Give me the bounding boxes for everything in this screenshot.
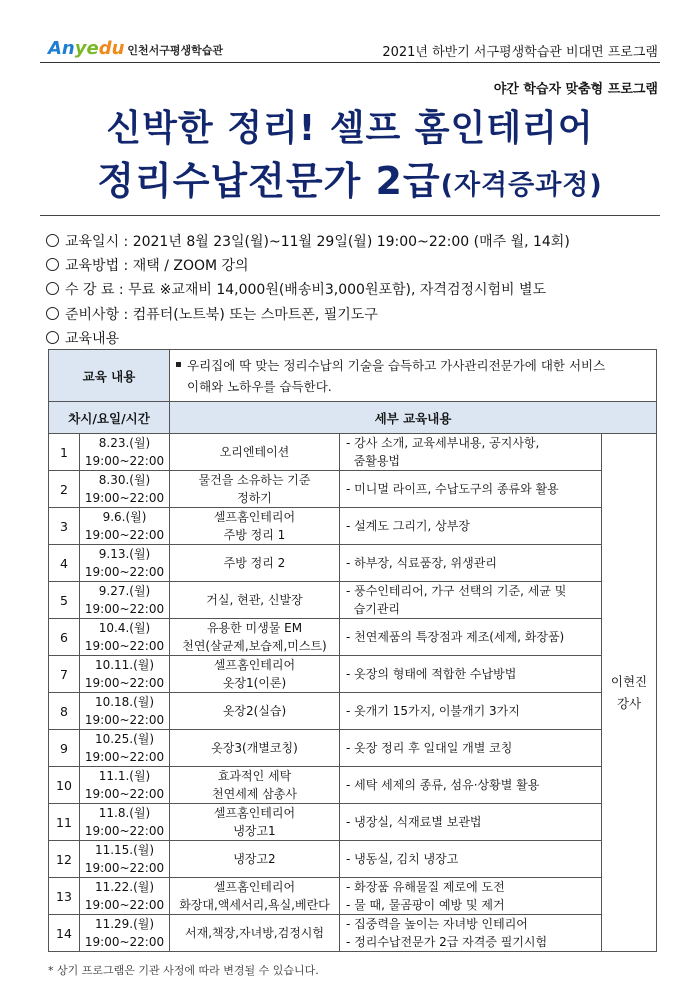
- title-divider: [40, 215, 660, 216]
- title-main: 정리수납전문가 2급: [97, 159, 441, 203]
- session-date: 9.13.(월) 19:00~22:00: [80, 545, 170, 582]
- table-row: [49, 730, 657, 767]
- session-number: 2: [49, 471, 80, 508]
- session-detail: - 천연제품의 특장점과 제조(세제, 화장품): [340, 619, 602, 656]
- session-date: 11.1.(월) 19:00~22:00: [80, 767, 170, 804]
- session-number: 1: [49, 434, 80, 471]
- header-divider: [40, 62, 660, 63]
- table-row: [49, 878, 657, 915]
- session-date: 10.18.(월) 19:00~22:00: [80, 693, 170, 730]
- session-topic: 셀프홈인테리어 옷장1(이론): [170, 656, 340, 693]
- session-detail: - 냉장실, 식재료별 보관법: [340, 804, 602, 841]
- session-date: 11.15.(월) 19:00~22:00: [80, 841, 170, 878]
- session-detail: - 설계도 그리기, 상부장: [340, 508, 602, 545]
- subtitle: 야간 학습자 맞춤형 프로그램: [493, 82, 658, 97]
- session-number: 4: [49, 545, 80, 582]
- session-date: 11.29.(월) 19:00~22:00: [80, 915, 170, 952]
- session-topic: 셀프홈인테리어 화장대,액세서리,욕실,베란다: [170, 878, 340, 915]
- session-topic: 옷장3(개별코칭): [170, 730, 340, 767]
- session-number: 12: [49, 841, 80, 878]
- logo-org-name: 인천서구평생학습관: [127, 44, 224, 57]
- session-topic: 냉장고2: [170, 841, 340, 878]
- session-topic: 셀프홈인테리어 냉장고1: [170, 804, 340, 841]
- program-label: 2021년 하반기 서구평생학습관 비대면 프로그램: [382, 45, 658, 60]
- session-detail: - 옷장의 형태에 적합한 수납방법: [340, 656, 602, 693]
- session-topic: 효과적인 세탁 천연세제 삼총사: [170, 767, 340, 804]
- circle-bullet-icon: [46, 331, 59, 344]
- session-number: 3: [49, 508, 80, 545]
- table-row: [49, 434, 657, 471]
- session-topic: 옷장2(실습): [170, 693, 340, 730]
- session-detail: - 옷개기 15가지, 이불개기 3가지: [340, 693, 602, 730]
- session-date: 9.27.(월) 19:00~22:00: [80, 582, 170, 619]
- instructor-cell: 이현진 강사: [602, 434, 657, 952]
- circle-bullet-icon: [46, 307, 59, 320]
- session-detail: - 냉동실, 김치 냉장고: [340, 841, 602, 878]
- title-line-2: [0, 150, 700, 205]
- circle-bullet-icon: [46, 234, 59, 247]
- table-row: [49, 582, 657, 619]
- footnote: * 상기 프로그램은 기관 사정에 따라 변경될 수 있습니다.: [48, 964, 319, 977]
- info-item: 교육내용: [46, 327, 570, 351]
- session-number: 9: [49, 730, 80, 767]
- content-summary-row: [49, 350, 657, 402]
- page-header: [0, 0, 700, 72]
- session-number: 14: [49, 915, 80, 952]
- table-row: [49, 693, 657, 730]
- session-detail: - 옷장 정리 후 일대일 개별 코칭: [340, 730, 602, 767]
- session-number: 6: [49, 619, 80, 656]
- col-session-header: 차시/요일/시간: [49, 402, 170, 434]
- anyedu-logo: Anyedu 인천서구평생학습관: [48, 38, 224, 59]
- table-row: [49, 767, 657, 804]
- session-detail: - 강사 소개, 교육세부내용, 공지사항, 줌활용법: [340, 434, 602, 471]
- session-topic: 유용한 미생물 EM 천연(살균제,보습제,미스트): [170, 619, 340, 656]
- info-list: [46, 230, 570, 351]
- schedule-body: [49, 434, 657, 952]
- table-row: [49, 545, 657, 582]
- session-detail: - 미니멀 라이프, 수납도구의 종류와 활용: [340, 471, 602, 508]
- info-item: 교육일시 : 2021년 8월 23일(월)~11월 29일(월) 19:00~22:00 (매주 월, 14회): [46, 230, 570, 254]
- session-topic: 주방 정리 2: [170, 545, 340, 582]
- content-description: 우리집에 딱 맞는 정리수납의 기술을 습득하고 가사관리전문가에 대한 서비스 이해와 노하우를 습득한다.: [170, 350, 657, 402]
- schedule-table: [48, 349, 657, 952]
- session-date: 10.4.(월) 19:00~22:00: [80, 619, 170, 656]
- table-row: [49, 508, 657, 545]
- table-header-row: [49, 402, 657, 434]
- session-date: 8.23.(월) 19:00~22:00: [80, 434, 170, 471]
- circle-bullet-icon: [46, 282, 59, 295]
- session-detail: - 세탁 세제의 종류, 섬유·상황별 활용: [340, 767, 602, 804]
- session-topic: 물건을 소유하는 기준 정하기: [170, 471, 340, 508]
- table-row: [49, 656, 657, 693]
- session-date: 9.6.(월) 19:00~22:00: [80, 508, 170, 545]
- session-detail: - 하부장, 식료품장, 위생관리: [340, 545, 602, 582]
- session-number: 5: [49, 582, 80, 619]
- session-number: 11: [49, 804, 80, 841]
- square-bullet-icon: [176, 362, 181, 367]
- title-line-1: 신박한 정리! 셀프 홈인테리어: [106, 108, 594, 149]
- content-label: 교육 내용: [49, 350, 170, 402]
- table-row: [49, 619, 657, 656]
- session-topic: 셀프홈인테리어 주방 정리 1: [170, 508, 340, 545]
- session-date: 10.11.(월) 19:00~22:00: [80, 656, 170, 693]
- session-date: 11.8.(월) 19:00~22:00: [80, 804, 170, 841]
- col-detail-header: 세부 교육내용: [170, 402, 657, 434]
- title-suffix: (자격증과정): [440, 170, 603, 201]
- session-number: 13: [49, 878, 80, 915]
- session-date: 11.22.(월) 19:00~22:00: [80, 878, 170, 915]
- session-topic: 서재,책장,자녀방,검정시험: [170, 915, 340, 952]
- session-number: 7: [49, 656, 80, 693]
- circle-bullet-icon: [46, 258, 59, 271]
- table-row: [49, 915, 657, 952]
- session-topic: 거실, 현관, 신발장: [170, 582, 340, 619]
- table-row: [49, 471, 657, 508]
- info-item: 수 강 료 : 무료 ※교재비 14,000원(배송비3,000원포함), 자격검정시험비 별도: [46, 278, 570, 302]
- session-date: 8.30.(월) 19:00~22:00: [80, 471, 170, 508]
- session-topic: 오리엔테이션: [170, 434, 340, 471]
- session-detail: - 풍수인테리어, 가구 선택의 기준, 세균 및 습기관리: [340, 582, 602, 619]
- info-item: 준비사항 : 컴퓨터(노트북) 또는 스마트폰, 필기도구: [46, 303, 570, 327]
- session-detail: - 화장품 유해물질 제로에 도전 - 물 때, 물곰팡이 예방 및 제거: [340, 878, 602, 915]
- session-number: 8: [49, 693, 80, 730]
- info-item: 교육방법 : 재택 / ZOOM 강의: [46, 254, 570, 278]
- session-detail: - 집중력을 높이는 자녀방 인테리어 - 정리수납전문가 2급 자격증 필기시험: [340, 915, 602, 952]
- table-row: [49, 841, 657, 878]
- session-date: 10.25.(월) 19:00~22:00: [80, 730, 170, 767]
- session-number: 10: [49, 767, 80, 804]
- table-row: [49, 804, 657, 841]
